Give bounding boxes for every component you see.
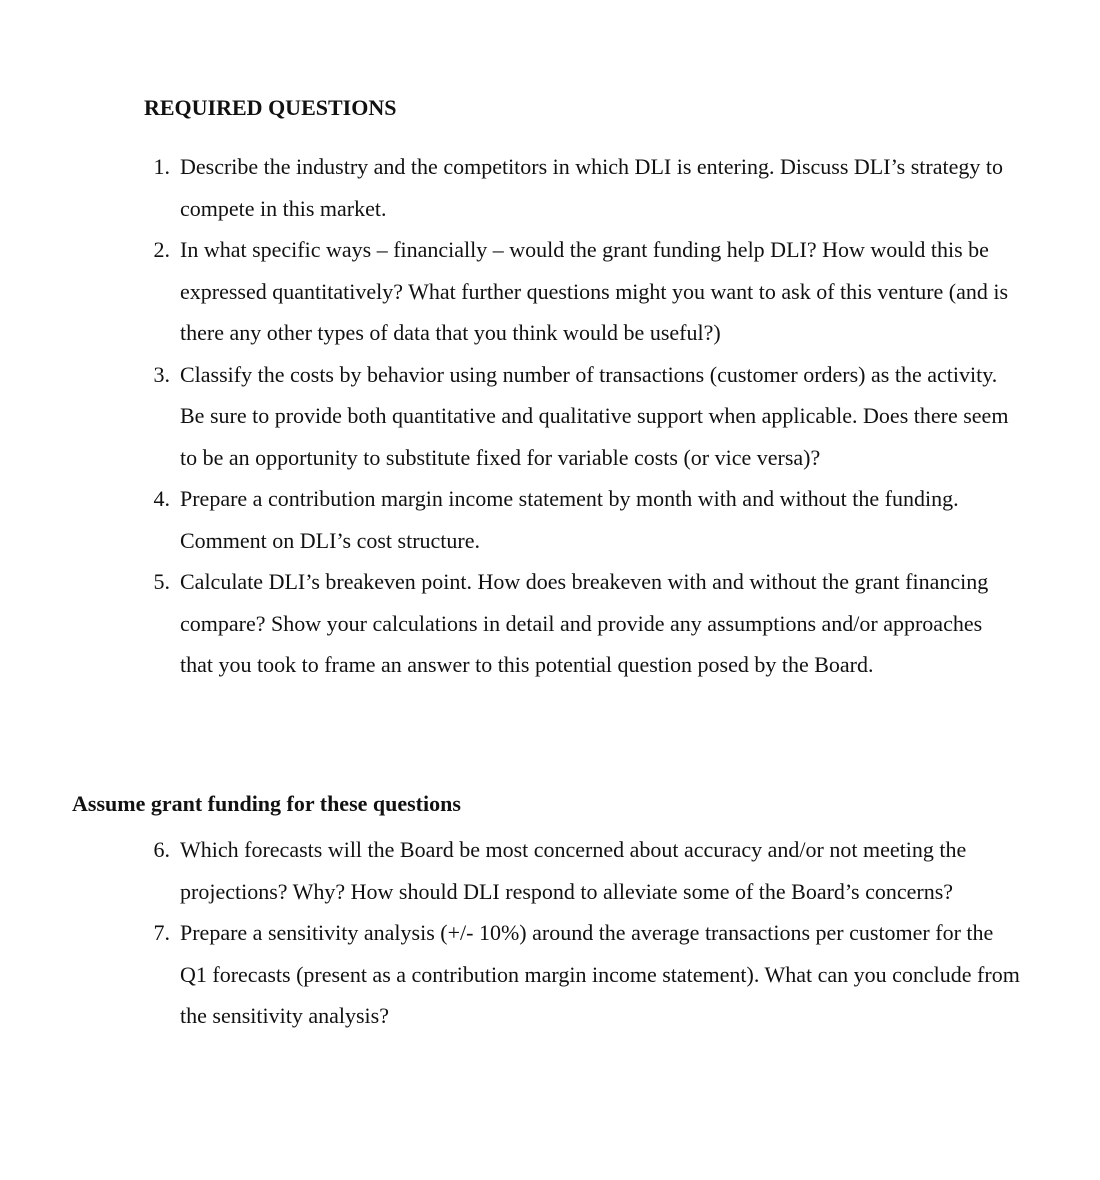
grant-questions-list [140, 829, 1020, 1037]
question-number: 7. [153, 920, 170, 945]
question-item-4 [140, 478, 1020, 561]
question-item-2 [140, 229, 1020, 354]
question-text: Calculate DLI’s breakeven point. How does breakeven with and without the grant financing compare? Show your calculations in detail and provide any assumptions and/or approaches that you took to frame an answer to this potential question posed by the Board. [180, 569, 989, 677]
question-number: 1. [153, 154, 170, 179]
question-text: Prepare a contribution margin income statement by month with and without the funding. Comment on DLI’s cost structure. [180, 486, 959, 553]
question-item-5 [140, 561, 1020, 686]
question-number: 2. [153, 237, 170, 262]
question-text: Which forecasts will the Board be most concerned about accuracy and/or not meeting the projections? Why? How should DLI respond to alleviate some of the Board’s concerns? [180, 837, 967, 904]
question-item-1 [140, 146, 1020, 229]
question-item-6 [140, 829, 1020, 912]
question-number: 5. [153, 569, 170, 594]
question-number: 3. [153, 361, 170, 387]
question-item-7 [140, 912, 1020, 1037]
required-questions-list [140, 146, 1020, 686]
question-text: Classify the costs by behavior using number of transactions (customer orders) as the activity. Be sure to provide both quantitative and qualitative support when applicable. Does there seem to be an opportunity to substitute fixed for variable costs (or vice versa)? [180, 361, 1009, 470]
question-text: In what specific ways – financially – would the grant funding help DLI? How would this be expressed quantitatively? What further questions might you want to ask of this venture (and is there any other types of data that you think would be useful?) [180, 237, 1009, 345]
question-text: Prepare a sensitivity analysis (+/- 10%) around the average transactions per customer for the Q1 forecasts (present as a contribution margin income statement). What can you conclude from the sensitivity analysis? [180, 920, 1020, 1028]
grant-questions-heading: Assume grant funding for these questions [72, 791, 461, 816]
question-number: 4. [153, 486, 170, 511]
required-questions-heading: REQUIRED QUESTIONS [144, 95, 397, 120]
question-text: Describe the industry and the competitors in which DLI is entering. Discuss DLI’s strategy to compete in this market. [180, 154, 1003, 221]
question-item-3 [140, 354, 1020, 479]
question-number: 6. [153, 837, 170, 862]
